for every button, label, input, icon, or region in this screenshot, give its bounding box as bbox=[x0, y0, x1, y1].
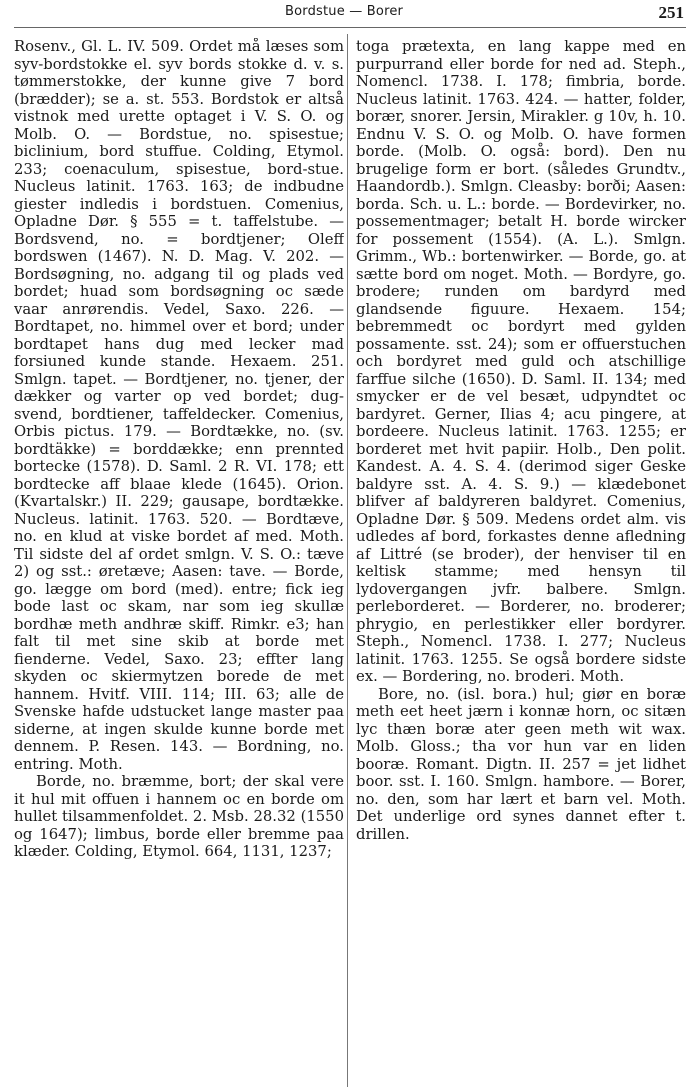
page-number: 251 bbox=[658, 3, 684, 22]
column-divider bbox=[347, 34, 348, 1087]
entry-paragraph: toga prætexta, en lang kappe med en purpurrand eller borde for ned ad. Steph., Nomencl. 1738. I. 178; fimbria, borde. Nucleus latinit. 1763. 424. — hatter, folder, borær, snorer. Jersin, Mirakler. g 10v, h. 10. Endnu V. S. O. og Molb. O. have formen borde. (Molb. O. også: bord). Den nu brugelige form er bort. (således Grundtv., Haandordb.). Smlgn. Cleasby: borði; Aasen: borda. Sch. u. L.: borde. — Bordevirker, no. possementmager; betalt H. borde wircker for possement (1554). (A. L.). Smlgn. Grimm., Wb.: bortenwirker. — Borde, go. at sætte bord om noget. Moth. — Bordyre, go. brodere; runden om bardyrd med glandsende figuure. Hexaem. 154; bebremmedt oc bordyrt med gylden possamente. sst. 24); som er offuerstuchen och bordyret med guld och atschillige farffue silche (1650). D. Saml. II. 134; med smycker er de vel besæt, udpyndtet oc bardyret. Gerner, Ilias 4; acu pingere, at bordeere. Nucleus latinit. 1763. 1255; er borderet met hvit papiir. Holb., Den polit. Kandest. A. 4. S. 4. (derimod siger Geske baldyre sst. A. 4. S. 9.) — klædebonet blifver af baldyreren baldyret. Comenius, Opladne Dør. § 509. Medens ordet alm. vis udledes af bord, forkastes denne afledning af Littré (se broder), der henviser til en keltisk stamme; med hensyn til lydovergangen jvfr. balbere. Smlgn. perleborderet. — Borderer, no. broderer; phrygio, en perlestikker eller bordyrer. Steph., Nomencl. 1738. I. 277; Nucleus latinit. 1763. 1255. Se også bordere sidste ex. — Bordering, no. broderi. Moth. bbox=[356, 38, 686, 685]
entry-paragraph: Bore, no. (isl. bora.) hul; giør en boræ meth eet heet jærn i konnæ horn, oc sitæn lyc thæn boræ ater geen meth wit wax. Molb. Gloss.; tha vor hun var en liden booræ. Romant. Digtn. II. 257 = jet lidhet boor. sst. I. 160. Smlgn. hambore. — Borer, no. den, som har lært et barn vel. Moth. Det underlige ord synes dannet efter t. drillen. bbox=[356, 685, 686, 843]
running-head: Bordstue — Borer bbox=[285, 4, 404, 19]
left-column bbox=[14, 38, 344, 1088]
header-rule bbox=[14, 27, 686, 28]
entry-paragraph: Borde, no. bræmme, bort; der skal vere it hul mit offuen i hannem oc en borde om hullet tilsammenfoldet. 2. Msb. 28.32 (1550 og 1647); limbus, borde eller bremme paa klæder. Colding, Etymol. 664, 1131, 1237; bbox=[14, 773, 344, 860]
entry-paragraph: Rosenv., Gl. L. IV. 509. Ordet må læses som syv-bordstokke el. syv bords stokke d. v. s. tømmerstokke, der kunne give 7 bord (brædder); se a. st. 553. Bordstok er altså vistnok med urette optaget i V. S. O. og Molb. O. — Bordstue, no. spisestue; biclinium, bord stuffue. Colding, Etymol. 233; coenaculum, spisestue, bord-stue. Nucleus latinit. 1763. 163; de indbudne giester indledis i bordstuen. Comenius, Opladne Dør. § 555 = t. taffelstube. — Bordsvend, no. = bordtjener; Oleff bordswen (1467). N. D. Mag. V. 202. — Bordsøgning, no. adgang til og plads ved bordet; huad som bordsøgning oc sæde vaar anrørendis. Vedel, Saxo. 226. — Bordtapet, no. himmel over et bord; under bordtapet hans dug med lecker mad forsiuned kunde stande. Hexaem. 251. Smlgn. tapet. — Bordtjener, no. tjener, der dækker og varter op ved bordet; dug-svend, bordtiener, taffeldecker. Comenius, Orbis pictus. 179. — Bordtække, no. (sv. bordtäkke) = borddække; enn prennted bortecke (1578). D. Saml. 2 R. VI. 178; ett bordtecke aff blaae klede (1645). Orion. (Kvartalskr.) II. 229; gausape, bordtække. Nucleus. latinit. 1763. 520. — Bordtæve, no. en klud at viske bordet af med. Moth. Til sidste del af ordet smlgn. V. S. O.: tæve 2) og sst.: øretæve; Aasen: tave. — Borde, go. lægge om bord (med). entre; fick ieg bode last oc skam, nar som ieg skullæ bordhæ meth andhræ skiff. Rimkr. e3; han falt til met sine skib at borde met fienderne. Vedel, Saxo. 23; effter lang skyden oc skiermytzen borede de met hannem. Hvitf. VIII. 114; III. 63; alle de Svenske hafde udstucket lange master paa siderne, at ingen skulde kunne borde met dennem. P. Resen. 143. — Bordning, no. entring. Moth. bbox=[14, 38, 344, 773]
right-column bbox=[356, 38, 686, 1088]
